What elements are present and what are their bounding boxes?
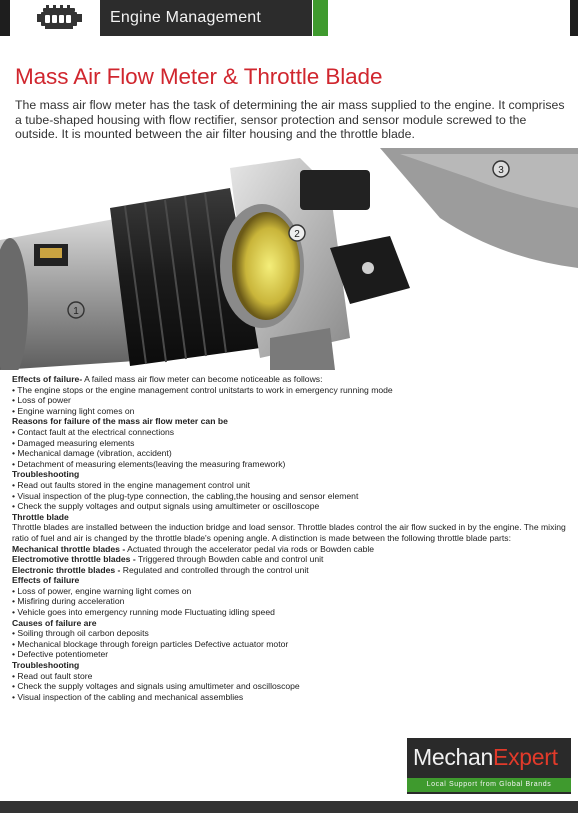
list-item: • Soiling through oil carbon deposits <box>12 628 149 639</box>
logo-tagline: Local Support from Global Brands <box>407 778 571 792</box>
effects-lead: A failed mass air flow meter can become noticeable as follows: <box>82 374 323 384</box>
list-item: • Check the supply voltages and signals using amultimeter and oscilloscope <box>12 681 300 692</box>
list-item: • Misfiring during acceleration <box>12 596 125 607</box>
list-item: • The engine stops or the engine management control unitstarts to work in emergency running mode <box>12 384 393 395</box>
list-item: • Loss of power <box>12 395 71 406</box>
callout-2: 2 <box>294 229 300 240</box>
engine-icon <box>22 0 96 36</box>
throttle-type: Electromotive throttle blades - Triggered through Bowden cable and control unit <box>12 554 324 565</box>
list-item: • Defective potentiometer <box>12 649 109 660</box>
list-item: • Check the supply voltages and output signals using amultimeter or oscilloscope <box>12 501 320 512</box>
effects2-heading: Effects of failure <box>12 575 80 586</box>
effects-intro <box>12 374 572 385</box>
list-item: • Engine warning light comes on <box>12 405 135 416</box>
header-icon-box <box>22 0 96 36</box>
troubleshooting2-heading: Troubleshooting <box>12 660 80 671</box>
callout-3: 3 <box>498 165 504 176</box>
page-title: Mass Air Flow Meter & Throttle Blade <box>15 64 383 89</box>
footer-bar <box>0 801 578 813</box>
throttle-heading: Throttle blade <box>12 511 69 522</box>
causes-heading: Causes of failure are <box>12 617 97 628</box>
list-item: • Visual inspection of the plug-type connection, the cabling,the housing and sensor element <box>12 490 359 501</box>
header-right-edge <box>570 0 578 36</box>
list-item: • Visual inspection of the cabling and mechanical assemblies <box>12 691 244 702</box>
list-item: • Loss of power, engine warning light comes on <box>12 585 192 596</box>
header-title-block <box>100 0 312 36</box>
list-item: • Vehicle goes into emergency running mode Fluctuating idling speed <box>12 607 275 618</box>
throttle-type: Mechanical throttle blades - Actuated through the accelerator pedal via rods or Bowden cable <box>12 543 375 554</box>
logo-wordmark: MechanExpert <box>413 744 558 770</box>
throttle-type: Electronic throttle blades - Regulated and controlled through the control unit <box>12 564 309 575</box>
list-item: • Damaged measuring elements <box>12 437 135 448</box>
mechanexpert-logo <box>407 738 571 794</box>
header-left-edge <box>0 0 10 36</box>
troubleshooting-heading: Troubleshooting <box>12 469 80 480</box>
header-green-accent <box>313 0 328 36</box>
body-content <box>12 374 572 702</box>
section-title: Engine Management <box>110 9 262 26</box>
list-item: • Mechanical blockage through foreign particles Defective actuator motor <box>12 638 289 649</box>
list-item: • Mechanical damage (vibration, accident) <box>12 448 172 459</box>
intro-paragraph: The mass air flow meter has the task of determining the air mass supplied to the engine. It comprises a tube-shaped housing with flow rectifier, sensor protection and sensor module screwed to the outside. It is mounted between the air filter housing and the throttle blade. <box>15 98 565 142</box>
list-item: • Read out faults stored in the engine management control unit <box>12 479 251 490</box>
throttle-body: Throttle blades are installed between the induction bridge and load sensor. Throttle blades control the air flow sucked in by the engine. The mixing ratio of fuel and air is changed by the throttle blade's opening angle. A distinction is made between the following throttle blade parts: <box>12 522 566 543</box>
reasons-heading: Reasons for failure of the mass air flow meter can be <box>12 416 228 427</box>
list-item: • Contact fault at the electrical connections <box>12 426 175 437</box>
list-item: • Detachment of measuring elements(leaving the measuring framework) <box>12 458 286 469</box>
mass-air-flow-meter-illustration <box>0 148 578 370</box>
list-item: • Read out fault store <box>12 670 93 681</box>
header-bar <box>0 0 578 36</box>
component-photo <box>0 148 578 370</box>
callout-1: 1 <box>73 306 79 317</box>
effects-heading: Effects of failure- <box>12 374 83 384</box>
